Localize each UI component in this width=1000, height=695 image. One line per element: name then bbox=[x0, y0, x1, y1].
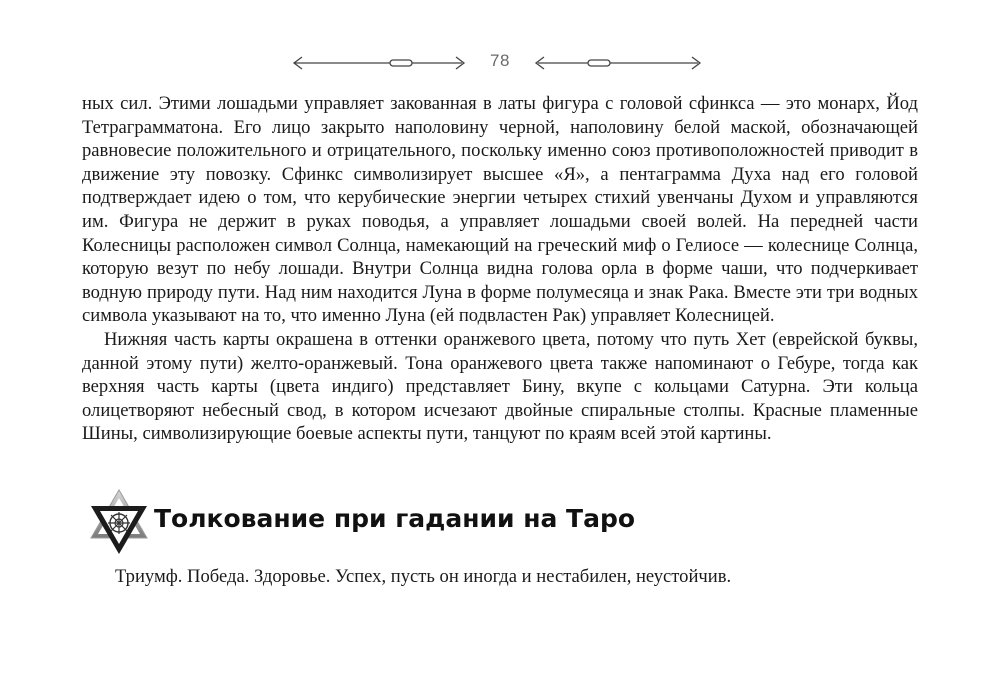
paragraph: ных сил. Этими лошадьми управляет закованная в латы фигура с головой сфинкса — это монарх, Йод Тетраграмматона. Его лицо закрыто наполовину черной, наполовину белой маской, обозначающей равновесие положительного и отрицательного, поскольку именно союз противоположностей приводит в движение эту повозку. Сфинкс символизирует высшее «Я», а пентаграмма Духа над его головой подтверждает идею о том, что керубические энергии четырех стихий увенчаны Духом и управляются им. Фигура не держит в руках поводья, а управляет лошадьми своей волей. На передней части Колесницы расположен символ Солнца, намекающий на греческий миф о Гелиосе — колеснице Солнца, которую везут по небу лошади. Внутри Солнца видна голова орла в форме чаши, что подчеркивает водную природу пути. Над ним находится Луна в форме полумесяца и знак Рака. Вместе эти три водных символа указывают на то, что именно Луна (ей подвластен Рак) управляет Колесницей. bbox=[82, 93, 918, 327]
body-text bbox=[82, 92, 918, 446]
hexagram-icon bbox=[88, 488, 150, 558]
section-title: Толкование при гадании на Таро bbox=[154, 504, 636, 533]
page-header bbox=[290, 48, 710, 78]
page-number: 78 bbox=[490, 51, 510, 70]
paragraph: Нижняя часть карты окрашена в оттенки оранжевого цвета, потому что путь Хет (еврейской буквы, данной этому пути) желто-оранжевый. Тона оранжевого цвета также напоминают о Гебуре, тогда как верхняя часть карты (цвета индиго) представляет Бину, вкупе с кольцами Сатурна. Эти кольца олицетворяют небесный свод, в котором исчезают двойные спиральные столпы. Красные пламенные Шины, символизирующие боевые аспекты пути, танцуют по краям всей этой картины. bbox=[82, 328, 918, 445]
section-text: Триумф. Победа. Здоровье. Успех, пусть он иногда и нестабилен, неустойчив. bbox=[115, 566, 732, 587]
section-header bbox=[88, 488, 918, 558]
